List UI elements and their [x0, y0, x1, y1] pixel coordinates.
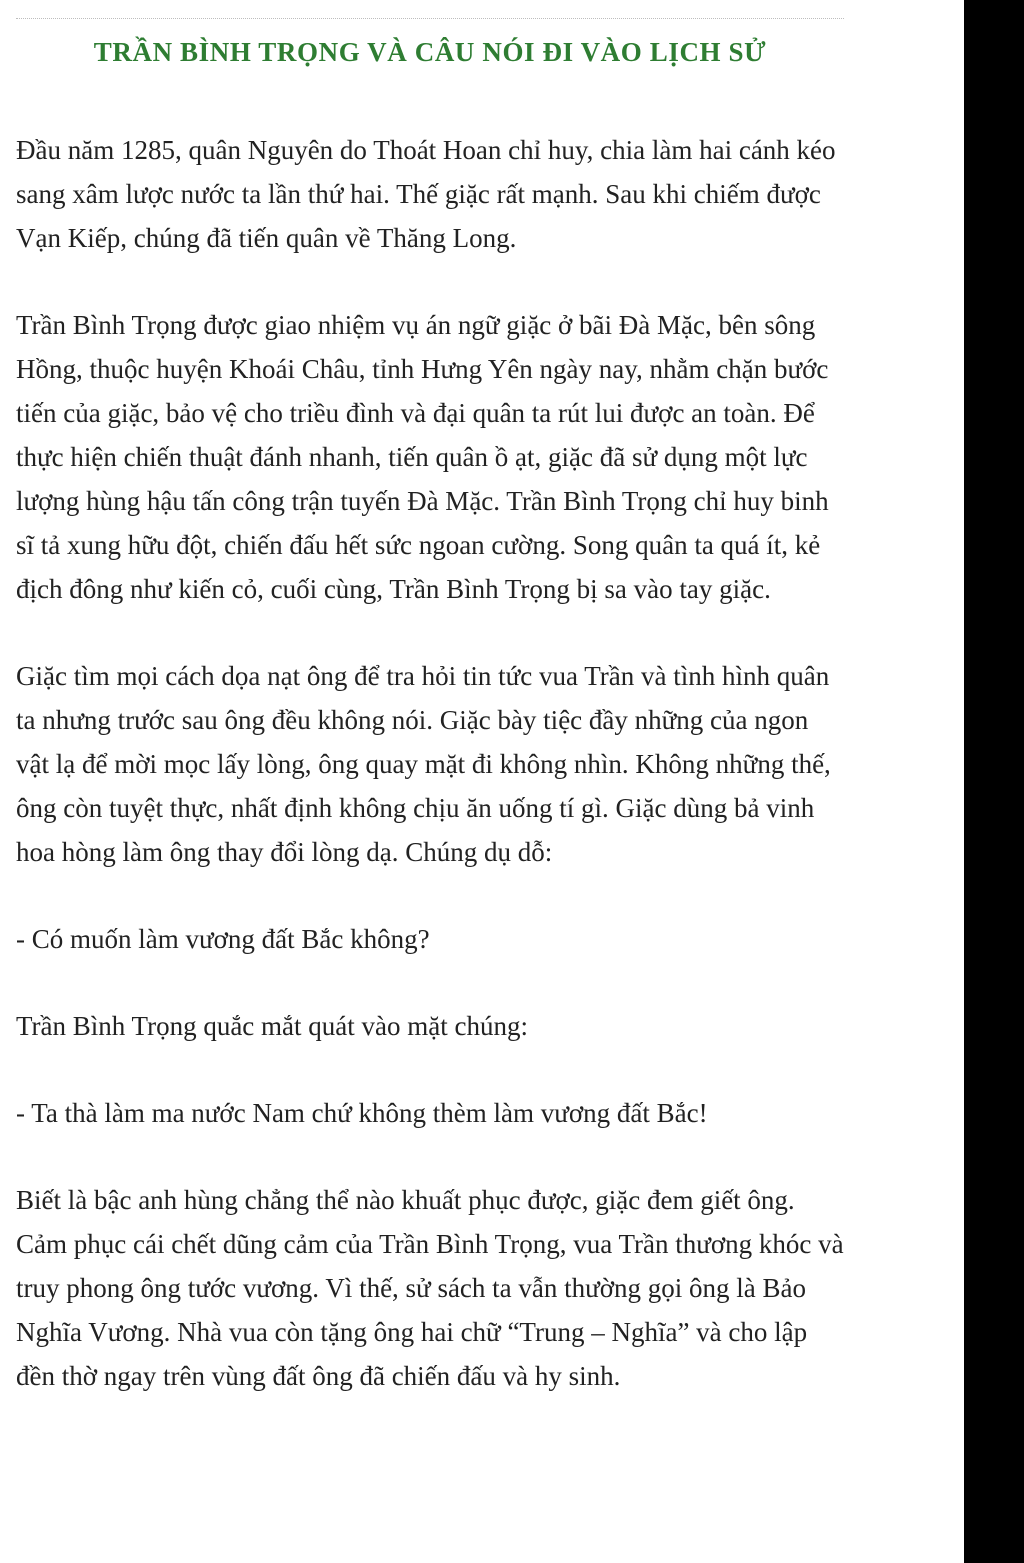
article-title: TRẦN BÌNH TRỌNG VÀ CÂU NÓI ĐI VÀO LỊCH SỬ — [93, 37, 767, 67]
paragraph-conclusion: Biết là bậc anh hùng chẳng thể nào khuất phục được, giặc đem giết ông. Cảm phục cái chết dũng cảm của Trần Bình Trọng, vua Trần thương khóc và truy phong ông tước vương. Vì thế, sử sách ta vẫn thường gọi ông là Bảo Nghĩa Vương. Nhà vua còn tặng ông hai chữ “Trung – Nghĩa” và cho lập đền thờ ngay trên vùng đất ông đã chiến đấu và hy sinh. — [16, 1185, 844, 1391]
top-divider — [16, 18, 844, 19]
paragraph-reaction: Trần Bình Trọng quắc mắt quát vào mặt chúng: — [16, 1011, 528, 1041]
paragraph-battle: Trần Bình Trọng được giao nhiệm vụ án ngữ giặc ở bãi Đà Mặc, bên sông Hồng, thuộc huyện Khoái Châu, tỉnh Hưng Yên ngày nay, nhằm chặn bước tiến của giặc, bảo vệ cho triều đình và đại quân ta rút lui được an toàn. Để thực hiện chiến thuật đánh nhanh, tiến quân ồ ạt, giặc đã sử dụng một lực lượng hùng hậu tấn công trận tuyến Đà Mặc. Trần Bình Trọng chỉ huy binh sĩ tả xung hữu đột, chiến đấu hết sức ngoan cường. Song quân ta quá ít, kẻ địch đông như kiến cỏ, cuối cùng, Trần Bình Trọng bị sa vào tay giặc. — [16, 310, 829, 604]
paragraph-captivity: Giặc tìm mọi cách dọa nạt ông để tra hỏi tin tức vua Trần và tình hình quân ta nhưng trước sau ông đều không nói. Giặc bày tiệc đầy những của ngon vật lạ để mời mọc lấy lòng, ông quay mặt đi không nhìn. Không những thế, ông còn tuyệt thực, nhất định không chịu ăn uống tí gì. Giặc dùng bả vinh hoa hòng làm ông thay đổi lòng dạ. Chúng dụ dỗ: — [16, 661, 831, 867]
article-body — [16, 128, 844, 1441]
paragraph-intro: Đầu năm 1285, quân Nguyên do Thoát Hoan chỉ huy, chia làm hai cánh kéo sang xâm lược nước ta lần thứ hai. Thế giặc rất mạnh. Sau khi chiếm được Vạn Kiếp, chúng đã tiến quân về Thăng Long. — [16, 135, 836, 253]
right-black-bar — [964, 0, 1024, 1563]
paragraph-enemy-question: - Có muốn làm vương đất Bắc không? — [16, 924, 430, 954]
paragraph-famous-quote: - Ta thà làm ma nước Nam chứ không thèm làm vương đất Bắc! — [16, 1098, 708, 1128]
